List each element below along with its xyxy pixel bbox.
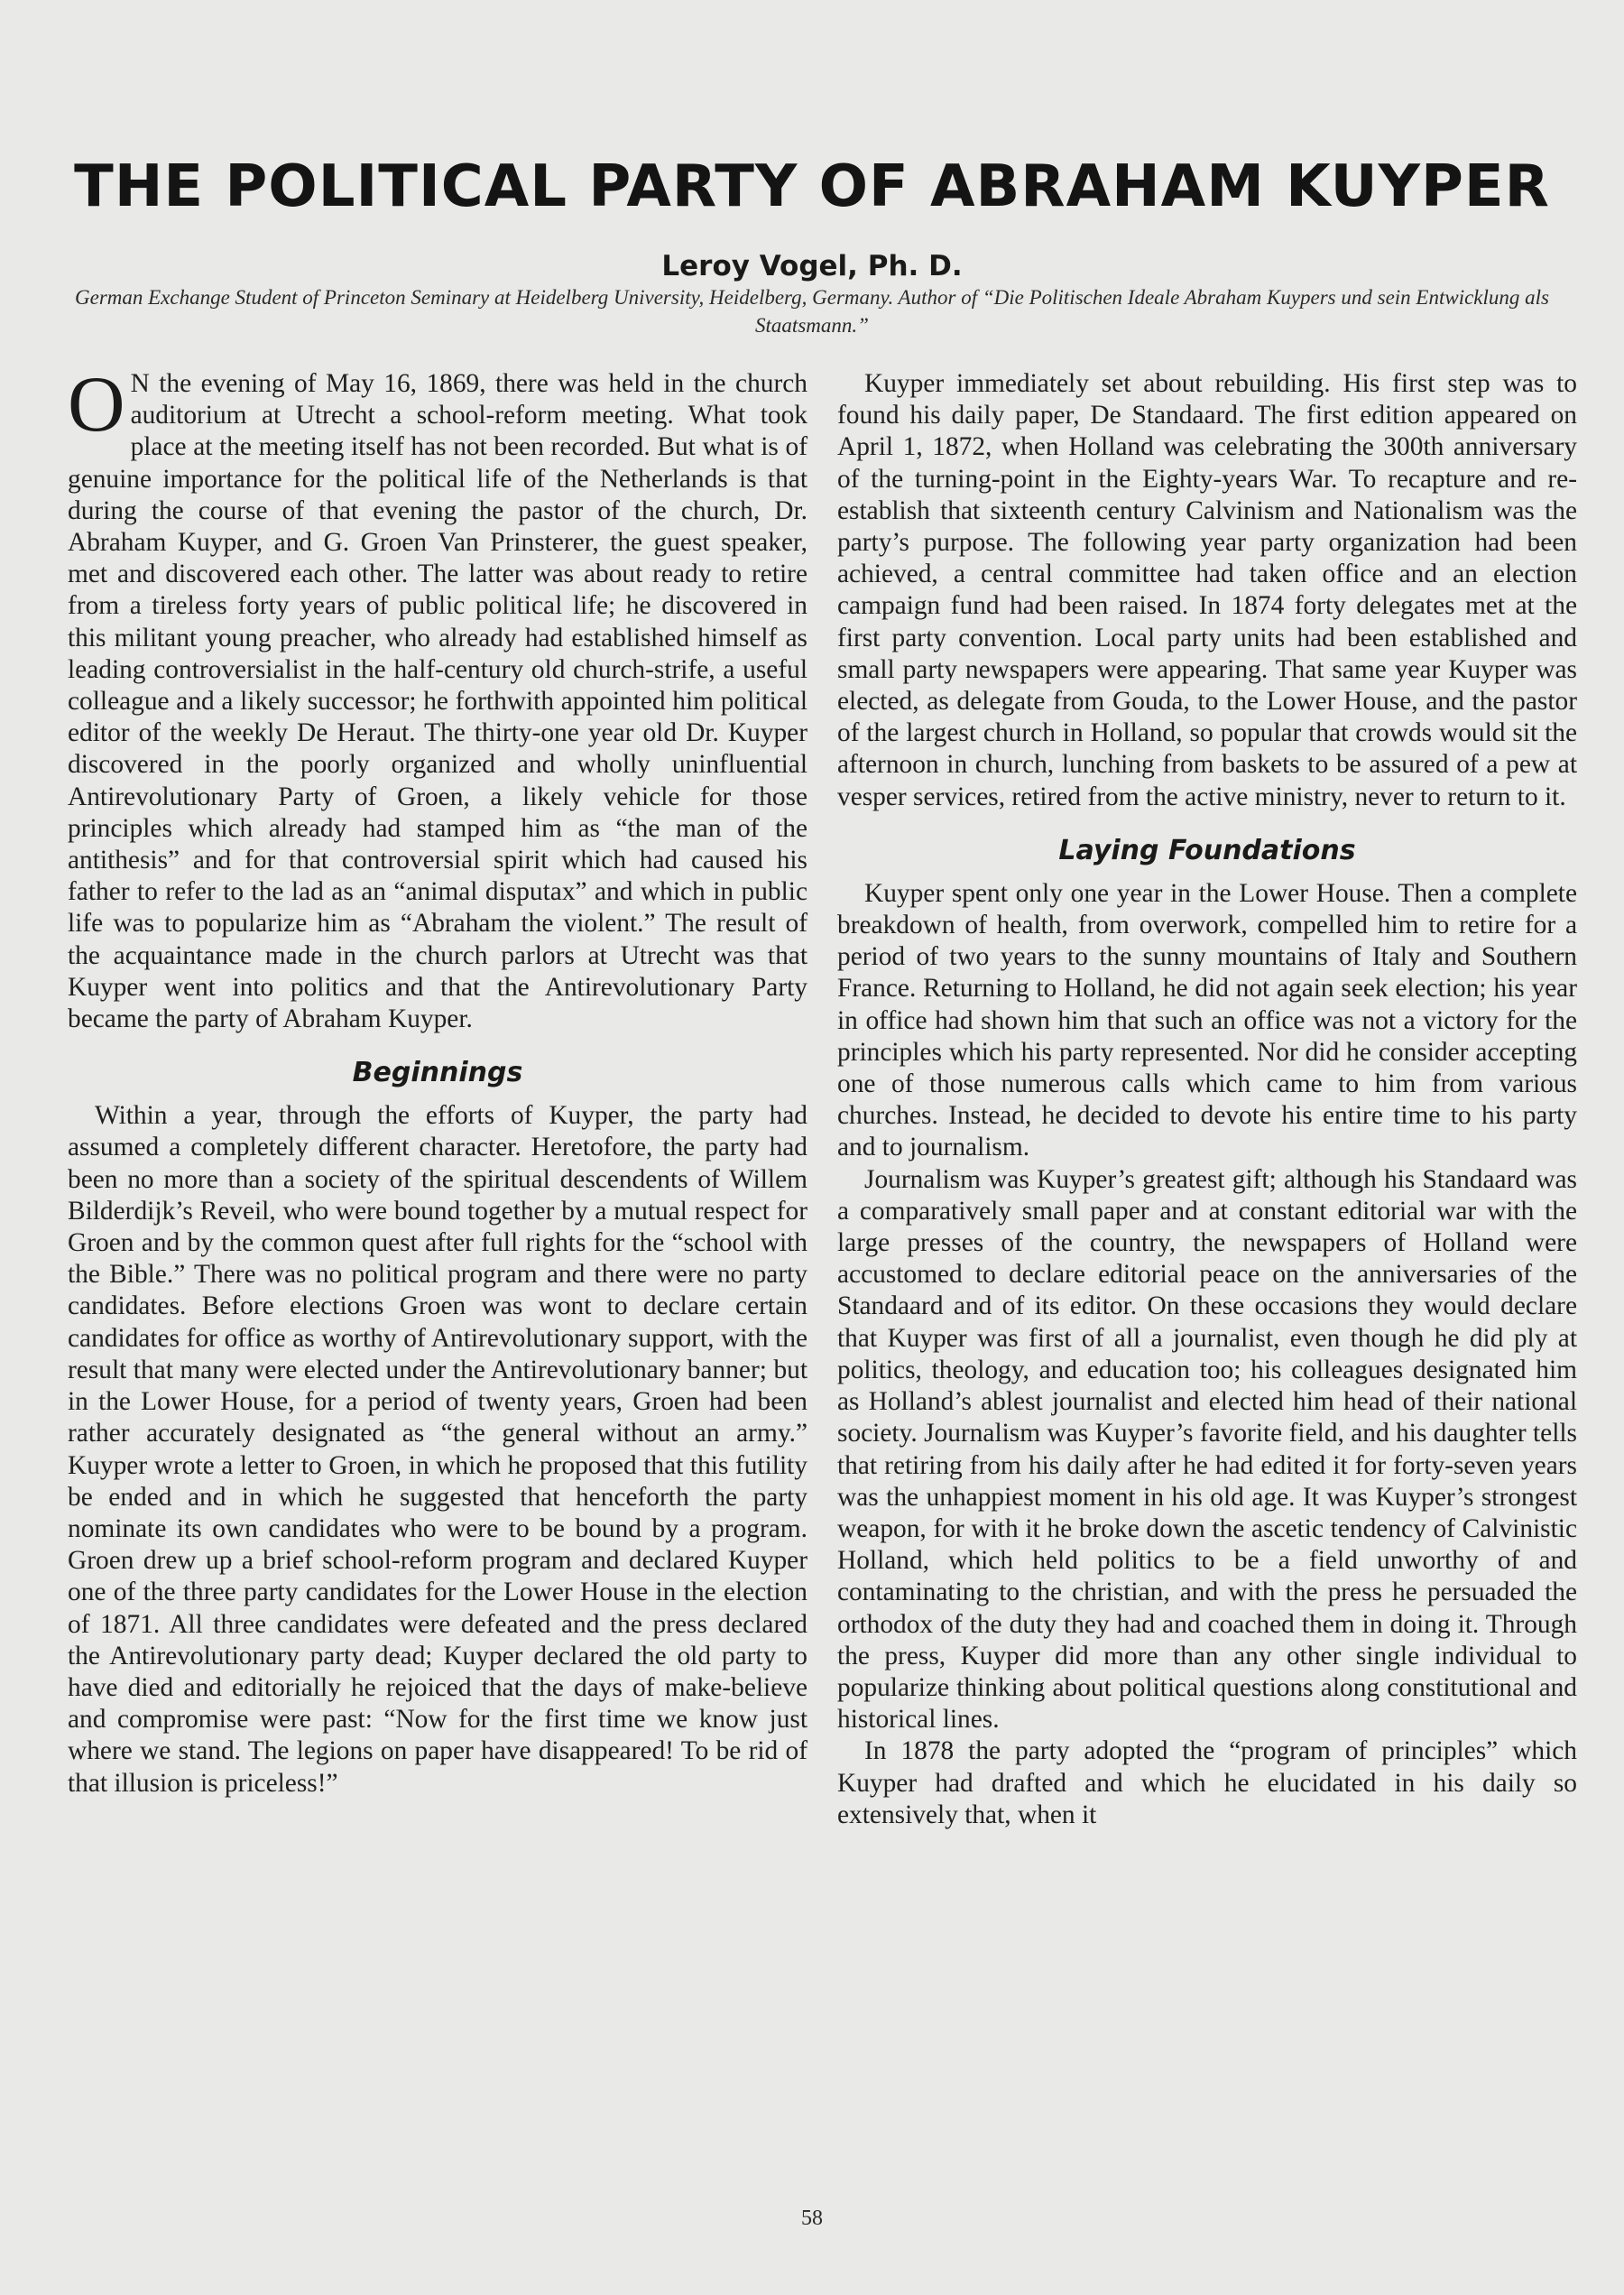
article-title: THE POLITICAL PARTY OF ABRAHAM KUYPER (74, 153, 1550, 220)
page-number: 58 (801, 2207, 823, 2230)
paragraph-text: N the evening of May 16, 1869, there was held in the church auditorium at Utrecht a school-reform meeting. What took place at the meeting itself has not been recorded. But what is of genuine importance for the political life of the Netherlands is that during the course of that evening the pastor of the church, Dr. Abraham Kuyper, and G. Groen Van Prinsterer, the guest speaker, met and discovered each other. The latter was about ready to retire from a tireless forty years of public political life; he discovered in this militant young preacher, who already had established himself as leading controversialist in the half-century old church-strife, a useful colleague and a likely successor; he forthwith appointed him political editor of the weekly De Heraut. The thirty-one year old Dr. Kuyper discovered in the poorly organized and wholly uninfluential Antirevolutionary Party of Groen, a likely vehicle for those principles which already had stamped him as “the man of the antithesis” and for that controversial spirit which had caused his father to refer to the lad as an “animal disputax” and which in public life was to popularize him as “Abraham the violent.” The result of the acquaintance made in the church parlors at Utrecht was that Kuyper went into politics and that the Antirevolutionary Party became the party of Abraham Kuyper. (68, 369, 807, 1034)
paragraph (68, 361, 807, 1035)
drop-cap: O (68, 361, 125, 449)
paragraph: Within a year, through the efforts of Kuyper, the party had assumed a completely different character. Heretofore, the party had been no more than a society of the spiritual descendents of Willem Bilderdijk’s Reveil, who were bound together by a mutual respect for Groen and by the common quest after full rights for the “school with the Bible.” There was no political program and there were no party candidates. Before elections Groen was wont to declare certain candidates for office as worthy of Antirevolutionary support, with the result that many were elected under the Antirevolutionary banner; but in the Lower House, for a period of twenty years, Groen had been rather accurately designated as “the general without an army.” Kuyper wrote a letter to Groen, in which he proposed that this futility be ended and in which he suggested that henceforth the party nominate its own candidates who were to be bound by a program. Groen drew up a brief school-reform program and declared Kuyper one of the three party candidates for the Lower House in the election of 1871. All three candidates were defeated and the press declared the Antirevolutionary party dead; Kuyper declared the old party to have died and editorially he rejoiced that the days of make-believe and compromise were past: “Now for the first time we know just where we stand. The legions on paper have disappeared! To be rid of that illusion is priceless!” (68, 1101, 807, 1798)
right-column (837, 368, 1577, 1831)
author-affiliation: German Exchange Student of Princeton Seminary at Heidelberg University, Heidelberg, Germany. Author of “Die Politischen Ideale Abraham Kuypers und sein Entwicklung als Staatsmann.” (75, 286, 1549, 337)
section-heading-beginnings: Beginnings (352, 1057, 523, 1089)
paragraph: Journalism was Kuyper’s greatest gift; although his Standaard was a comparatively small paper and at constant editorial war with the large presses of the country, the newspapers of Holland were accustomed to declare editorial peace on the anniversaries of the Standaard and of its editor. On these occasions they would declare that Kuyper was first of all a journalist, even though he did ply at politics, theology, and education too; his colleagues designated him as Holland’s ablest journalist and elected him head of their national society. Journalism was Kuyper’s favorite field, and his daughter tells that retiring from his daily after he had edited it for forty-seven years was the unhappiest moment in his old age. It was Kuyper’s strongest weapon, for with it he broke down the ascetic tendency of Calvinistic Holland, which held politics to be a field unworthy of and contaminating to the christian, and with the press he persuaded the orthodox of the duty they had and coached them in doing it. Through the press, Kuyper did more than any other single individual to popularize thinking about political questions along constitutional and historical lines. (837, 1164, 1577, 1735)
paragraph: In 1878 the party adopted the “program of principles” which Kuyper had drafted and which he elucidated in his daily so extensively that, when it (837, 1736, 1577, 1829)
paragraph: Kuyper immediately set about rebuilding. His first step was to found his daily paper, De Standaard. The first edition appeared on April 1, 1872, when Holland was celebrating the 300th anniversary of the turning-point in the Eighty-years War. To recapture and re-establish that sixteenth century Calvinism and Nationalism was the party’s purpose. The following year party organization had been achieved, a central committee had taken office and an election campaign fund had been raised. In 1874 forty delegates met at the first party convention. Local party units had been established and small party newspapers were appearing. That same year Kuyper was elected, as delegate from Gouda, to the Lower House, and the pastor of the largest church in Holland, so popular that crowds would sit the afternoon in church, lunching from baskets to be assured of a pew at vesper services, retired from the active ministry, never to return to it. (837, 369, 1577, 811)
section-heading-laying-foundations: Laying Foundations (1058, 834, 1356, 866)
article-author: Leroy Vogel, Ph. D. (661, 250, 963, 282)
left-column (68, 361, 807, 1800)
paragraph: Kuyper spent only one year in the Lower House. Then a complete breakdown of health, from overwork, compelled him to retire for a period of two years to the sunny mountains of Italy and Southern France. Returning to Holland, he did not again seek election; his year in office had shown him that such an office was not a victory for the principles which his party represented. Nor did he consider accepting one of those numerous calls which came to him from various churches. Instead, he decided to devote his entire time to his party and to journalism. (837, 878, 1577, 1162)
